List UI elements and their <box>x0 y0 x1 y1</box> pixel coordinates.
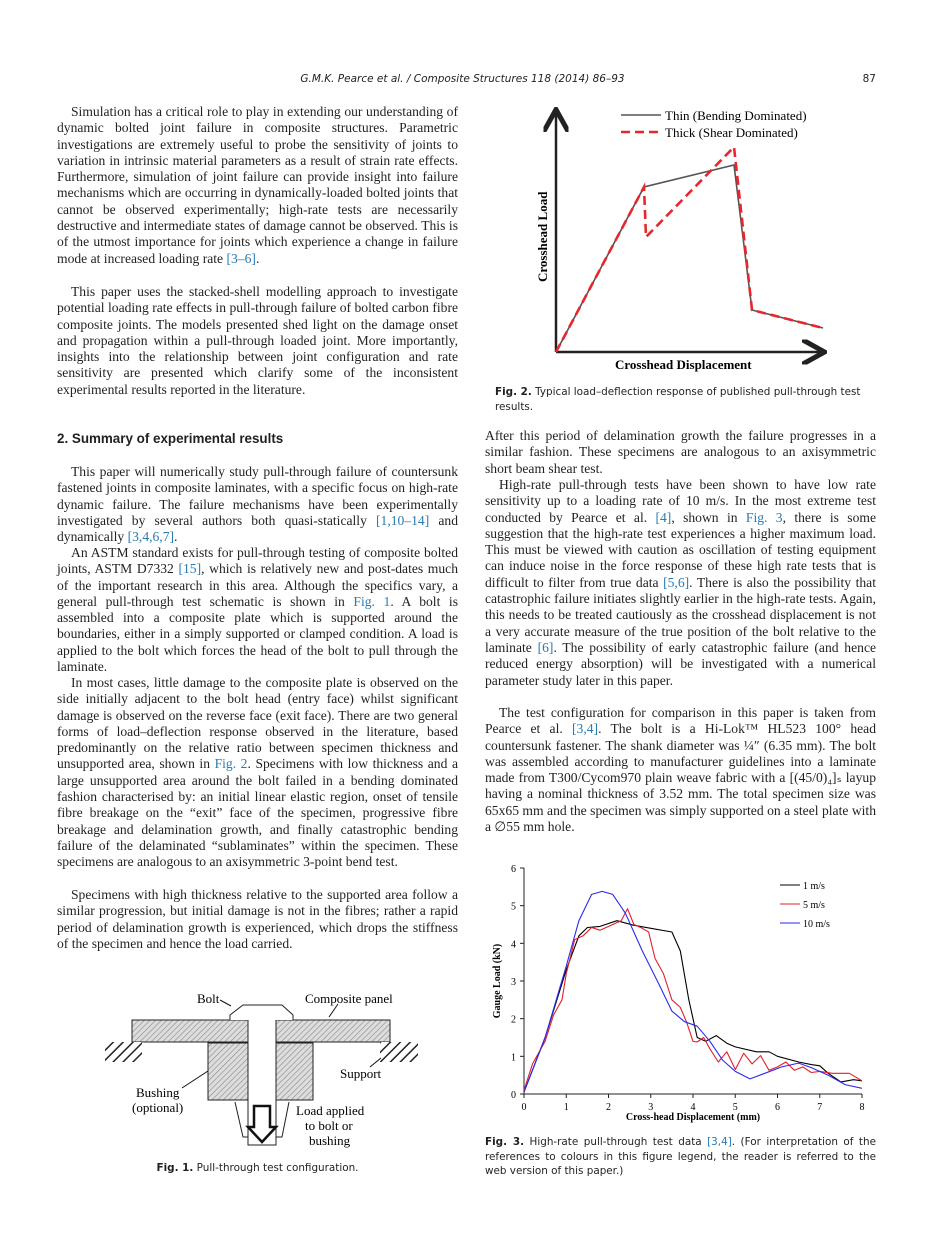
reference-link[interactable]: [3–6] <box>226 250 256 266</box>
y-tick-label: 1 <box>511 1052 516 1064</box>
x-tick-label: 1 <box>563 1102 569 1113</box>
reference-link[interactable]: [5,6] <box>663 574 690 590</box>
legend-label: 10 m/s <box>803 919 830 930</box>
bolt-head <box>230 1005 293 1020</box>
label-to-bolt-or: to bolt or <box>305 1118 353 1133</box>
caption-label: Fig. 3. <box>485 1136 525 1148</box>
paragraph <box>57 887 458 952</box>
text-run: Simulation has a critical role to play in extending our understanding of dynamic bolted joint failure in composite structures. Parametric investigations are extremely useful to probe the sensitivity of joints to variation in intrinsic material parameters as a result of strain rate effects. Furthermore, simulation of joint failure can provide insight into failure mechanisms which are occurring in dynamically-loaded bolted joints that cannot be observed experimentally; high-rate tests are necessarily destructive and intermediate states of damage cannot be observed. This is of the utmost importance for joints which experience a change in failure mode at increased loading rate <box>57 104 458 266</box>
reference-link[interactable]: Fig. 3 <box>745 509 783 525</box>
legend-label: 1 m/s <box>803 881 825 892</box>
text-run: , there is some suggestion that the high-rate test experiences a higher maximum load. This must be viewed with caution as oscillation of testing equipment can induce noise in the force response of these high rate tests that is difficult to filter from true data <box>485 509 876 590</box>
reference-link[interactable]: [15] <box>178 561 202 577</box>
caption-label: Fig. 2. <box>495 386 532 398</box>
label-composite-panel: Composite panel <box>305 991 393 1006</box>
page-number: 87 <box>862 73 876 85</box>
fig3-chart <box>480 860 880 1130</box>
composite-panel-left <box>132 1020 248 1042</box>
x-axis-label: Crosshead Displacement <box>615 357 752 372</box>
text-run: In most cases, little damage to the composite plate is observed on the side initially adjacent to the bolt head (entry face) whilst significant damage is observed on the reverse face (exit face). There are two general forms of load–deflection response observed in the literature, based predominantly on the relative ratio between specimen thickness and unsupported area, shown in <box>57 675 458 772</box>
fig3-caption <box>485 1135 876 1179</box>
y-tick-label: 6 <box>511 864 516 875</box>
x-tick-label: 5 <box>732 1102 738 1113</box>
fig2-caption <box>495 385 875 414</box>
y-axis-label: Crosshead Load <box>535 191 550 282</box>
reference-link[interactable]: Fig. 1 <box>353 593 391 609</box>
text-run: Specimens with high thickness relative to the supported area follow a similar progression, but initial damage is not in the fibres; rather a rapid period of delamination growth is experienced, which drops the stiffness of the specimen and hence the load carried. <box>57 887 458 951</box>
legend-thin: Thin (Bending Dominated) <box>665 108 807 123</box>
x-tick-label: 3 <box>648 1102 654 1113</box>
bushing-left <box>208 1043 248 1100</box>
reference-link[interactable]: [1,10–14] <box>376 512 430 528</box>
caption-text: Pull-through test configuration. <box>196 1162 359 1174</box>
reference-link[interactable]: [6] <box>537 639 554 655</box>
support-right <box>380 1042 418 1062</box>
section-heading: 2. Summary of experimental results <box>57 431 284 446</box>
text-run: . (For interpretation of the references to colours in this figure legend, the reader is referred to the web version of this paper.) <box>485 1136 876 1177</box>
text-run: , which is relatively new and post-dates much of the important research in this area. Although the specifics vary, a general pull-through test schematic is shown in <box>57 561 458 609</box>
x-axis-label: Cross-head Displacement (mm) <box>625 1112 761 1123</box>
running-header: G.M.K. Pearce et al. / Composite Structures 118 (2014) 86–93 <box>300 73 625 85</box>
x-tick-label: 2 <box>606 1102 611 1113</box>
caption-text <box>485 1136 876 1177</box>
y-tick-label: 2 <box>511 1014 516 1026</box>
y-tick-label: 0 <box>511 1090 516 1101</box>
paragraph <box>485 428 876 477</box>
support-left <box>105 1042 142 1062</box>
y-tick-label: 5 <box>511 901 516 913</box>
label-optional: (optional) <box>132 1100 184 1115</box>
paragraph <box>57 675 458 871</box>
caption-text: Typical load–deflection response of published pull-through test results. <box>495 386 861 413</box>
reference-link[interactable]: [4] <box>655 509 672 525</box>
text-run: . The bolt is a Hi-Lok™ HL523 100° head countersunk fastener. The shank diameter was ¼″ (6.35 mm). The bolt was assembled according to manufacturer guidelines into a laminate made from T300/Cycom970 plain weave fabric with a [(45/0)₄]ₛ layup having a nominal thickness of 3.52 mm. The total specimen size was 65x65 mm and the specimen was simply supported on a steel plate with a ∅55 mm hole. <box>485 721 876 835</box>
text-run: . Specimens with low thickness and a large unsupported area around the bolt failed in a bending dominated fashion characterised by: an initial linear elastic region, onset of tensile fibre breakage on the “exit” face of the specimen, progressive fibre breakage and delamination growth, and finally catastrophic bending failure of the delaminated “sublaminates” within the specimen. These specimens are analogous to an axisymmetric 3-point bend test. <box>57 756 458 870</box>
series-line-1-m-s <box>524 921 862 1092</box>
text-run: . There is also the possibility that catastrophic failure initiates slightly earlier in the high-rate tests. Again, this needs to be treated cautiously as the crosshead displacement is not a very accurate measure of the true position of the bolt relative to the laminate <box>485 574 876 655</box>
reference-link[interactable]: [3,4] <box>707 1136 732 1148</box>
text-run: An ASTM standard exists for pull-through testing of composite bolted joints, ASTM D7332 <box>57 545 458 577</box>
pointer-arrow <box>220 1000 231 1006</box>
x-tick-label: 0 <box>521 1102 527 1113</box>
fig1-pull-through-diagram <box>100 985 420 1155</box>
text-run: High-rate pull-through tests have been shown to have low rate sensitivity up to a loading rate of 10 m/s. In the most extreme test conducted by Pearce et al. <box>485 477 876 525</box>
thick-curve <box>556 147 823 352</box>
text-run: . <box>255 250 260 266</box>
text-run: and dynamically <box>57 512 459 545</box>
text-run: This paper uses the stacked-shell modelling approach to investigate potential loading rate effects in pull-through failure of bolted carbon fibre composite joints. The models presented shed light on the damage onset and propagation within a pull-through loaded joint. More importantly, insights into the relationship between joint configuration and rate sensitivity are presented which clarify some of the inconsistent experimental results reported in the literature. <box>57 284 458 397</box>
fig2-load-deflection-diagram <box>530 100 830 375</box>
legend-label: 5 m/s <box>803 900 825 911</box>
text-run: . A bolt is assembled into a composite plate which is supported around the boundaries, either in a simply supported or clamped condition. A load is applied to the bolt which forces the head of the bolt to pull through the laminate. <box>57 593 459 675</box>
label-support: Support <box>340 1066 382 1081</box>
x-tick-label: 6 <box>775 1102 780 1113</box>
text-run: , shown in <box>671 509 746 525</box>
reference-link[interactable]: [3,4] <box>572 721 599 737</box>
y-tick-label: 3 <box>511 977 516 988</box>
caption-label: Fig. 1. <box>156 1162 194 1174</box>
paragraph <box>485 477 876 689</box>
paragraph <box>57 284 458 398</box>
bushing-right <box>276 1043 313 1100</box>
text-run: High-rate pull-through test data <box>529 1136 708 1148</box>
fig1-caption <box>57 1161 458 1176</box>
reference-link[interactable]: [3,4,6,7] <box>127 529 175 545</box>
x-tick-label: 7 <box>817 1102 823 1113</box>
label-load-applied: Load applied <box>296 1103 365 1118</box>
pointer-arrow <box>182 1071 208 1088</box>
label-bushing: Bushing <box>136 1085 180 1100</box>
text-run: The test configuration for comparison in this paper is taken from Pearce et al. <box>485 705 876 737</box>
paragraph <box>57 464 458 545</box>
paragraph <box>485 705 876 835</box>
x-tick-label: 8 <box>859 1102 865 1113</box>
composite-panel-right <box>276 1020 390 1042</box>
legend-thick: Thick (Shear Dominated) <box>665 125 798 140</box>
x-tick-label: 4 <box>690 1102 696 1113</box>
text-run: . The possibility of early catastrophic failure (and hence reduced energy absorption) will be investigated with a numerical parameter study later in this paper. <box>485 639 877 688</box>
label-bolt: Bolt <box>197 991 220 1006</box>
reference-link[interactable]: Fig. 2 <box>214 756 248 772</box>
paragraph <box>57 545 458 675</box>
y-tick-label: 4 <box>511 939 516 951</box>
label-bushing-2: bushing <box>309 1133 351 1148</box>
text-run: . <box>174 529 178 545</box>
text-run: After this period of delamination growth the failure progresses in a similar fashion. These specimens are analogous to an axisymmetric short beam shear test. <box>485 428 876 476</box>
text-run: This paper will numerically study pull-through failure of countersunk fastened joints in composite laminates, with a specific focus on high-rate dynamic failure. The failure mechanisms have been experimentally investigated by several authors both quasi-statically <box>57 464 458 528</box>
paragraph <box>57 104 458 267</box>
y-axis-label: Gauge Load (kN) <box>492 943 503 1019</box>
